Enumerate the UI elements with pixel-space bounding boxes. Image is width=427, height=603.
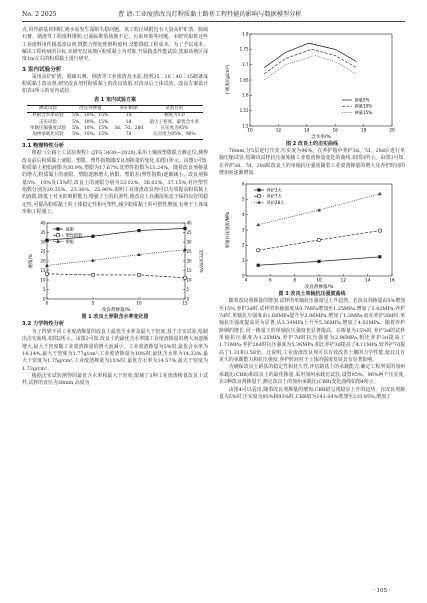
y-tick-label: 1.55: [239, 108, 249, 114]
data-point: [183, 277, 186, 280]
series-line: [264, 55, 356, 80]
legend-label: 掺量10%: [354, 103, 373, 109]
y-tick-label: 25: [40, 249, 46, 255]
data-point: [56, 240, 60, 243]
x-tick-label: 8: [293, 277, 297, 283]
paragraph: 随着改良剂掺量的增加,试样的单轴抗压强度呈上升趋势。若改良剂掺量由5%增加至15%,养护3d时,试样的单轴强度从0.7MPa增加至1.25MPa,增加了1.42MPa;养护7d时,单轴抗压强度由1.68MPa提升至2.96MPa,增加了1.3MPa;而在养护28d时,单轴抗压强度提高更为显著,从3.34MPa上升至5.36MPa,增加了4.02MPa。随着养护龄期的增长,同一掺量下的单轴抗压强度也显著提高。在掺量为15%时,养护3d的试样单轴抗压强度为1.25MPa,养护7d时抗压强度为2.96MPa,相比养护3d提高了1.71MPa;养护28d时抗压强度为5.36MPa,相比养护3d提高了4.11MPa,较养护7d提高了1.31和3.58倍。这说明,工业废渣改良剂可以有效改善土壤的力学性能,使其具有更大的承载能力和抗压强度,养护时间对于土体的强度发展具有显著影响。: [219, 298, 405, 364]
series-line: [47, 274, 185, 278]
running-title: 曹 请:工业废渣改良灯粉质黏土路基工程性能的影响与数据模型分析: [118, 11, 302, 18]
table-header-cell: 养护龄期: [119, 105, 138, 111]
right-column: [219, 27, 405, 401]
x-axis-label: 改良剂掺量/%: [101, 308, 131, 314]
data-point: [378, 256, 381, 259]
data-point: [91, 259, 95, 262]
x-tick-label: 10: [316, 277, 322, 283]
test-plan-table: [27, 105, 203, 140]
figure-1-caption: 图 1 改良土界限含水率变化图: [81, 314, 149, 321]
data-point: [45, 239, 48, 242]
legend-label: 掺量15%: [354, 109, 373, 115]
y-tick-label: 1: [241, 258, 245, 264]
running-header: [22, 9, 405, 22]
y-tick-label: 1.8: [242, 31, 249, 37]
y2-tick-label: 30: [186, 239, 192, 245]
figure-3-chart: [224, 178, 400, 290]
y-tick-label: 0: [42, 296, 46, 302]
paragraph: 76mm,分5层进行压实,压实度为96%。在养护箱中养护3d、7d、28d后进行单轴压缩试验,绘制出试样抗压强度随工业废渣掺量变化的曲线,如图3所示。由图3可知,在养护3d、7d、28d时改良土的单轴抗压强度随着工业废渣掺量的增大及养护时间的增加而逐渐增加。: [219, 148, 405, 177]
data-point: [256, 249, 259, 252]
y-tick-label: 6: [241, 181, 245, 187]
x-tick-label: 12: [340, 277, 347, 283]
table-cell: 5%、10%、15%: [72, 113, 109, 119]
section-3-heading: 3 室内试验分析: [22, 66, 62, 73]
y-axis-label: 单轴抗压强度/MPa: [226, 211, 231, 249]
figure-2-caption: 图 2 改良土的击实曲线: [286, 141, 338, 147]
y2-tick-label: 35: [186, 230, 192, 236]
data-point: [56, 228, 59, 231]
table-cell: 加州承载比试验: [32, 132, 64, 138]
legend-label: 养护3天: [266, 187, 282, 193]
data-point: [45, 264, 49, 267]
y2-tick-label: 0: [186, 296, 190, 302]
table-cell: 3d、7d、28d: [114, 125, 144, 131]
data-point: [257, 195, 260, 198]
page-number: · 105 ·: [373, 588, 391, 594]
y-axis-label: 液限/%: [29, 254, 34, 269]
data-point: [256, 223, 260, 226]
data-point: [45, 273, 48, 276]
x-tick-label: 0: [45, 300, 49, 306]
y2-tick-label: 15: [186, 268, 192, 274]
data-point: [137, 229, 140, 232]
legend-label: 养护28天: [266, 200, 285, 206]
y2-tick-label: 20: [186, 258, 192, 264]
table-cell: 击实试验: [39, 119, 58, 125]
table-header-cell: 试验目的: [165, 105, 184, 111]
x-tick-label: 5: [91, 300, 95, 306]
x-tick-label: 20: [389, 127, 395, 133]
table-cell: 压实度为95%、96%: [153, 132, 196, 138]
intro-paragraph: 点,用作路基材料时,遇水易发生湿陷失稳问题。该工程区域附近有大量高炉矿渣、脱硫石膏、钢渣等工程废料堆积,已面临堆放场地不足、污染环境等问题。本研究拟将这些工业废料用作路基改良剂,既能合理处理堆积废料,又能降低工程成本。为了予以成本、解决工程疾病的目标,本研究以该地区粉质黏土为对象,开展路基性能试验,选取该地区深度1m左右的粉质黏土进行研究。: [22, 27, 208, 63]
y-tick-label: 3: [241, 227, 245, 233]
x-tick-label: 12: [275, 127, 282, 133]
y-tick-label: 30: [40, 239, 46, 245]
y-tick-label: 15: [40, 268, 46, 274]
data-point: [257, 264, 260, 267]
legend-label: 液限: [65, 226, 74, 232]
figure-1-chart: [27, 217, 203, 313]
data-point: [317, 260, 320, 263]
y-tick-label: 1.6: [242, 92, 249, 98]
table-1-caption: 表 1 室内试验方案: [94, 96, 136, 103]
series-line: [264, 49, 356, 74]
data-point: [56, 234, 59, 237]
y-tick-label: 5: [241, 197, 245, 203]
x-tick-label: 10: [136, 300, 142, 306]
y-tick-label: 1.5: [242, 123, 249, 129]
paragraph: 由图4可以看出,随着改良剂掺量的增加,CBR值呈现稳步上升的趋势。在改良剂掺量为5%时,压实度为95%和93%时,CBR值为141.04%增加至235.95%,增加了: [219, 386, 405, 400]
x-tick-label: 4: [244, 277, 248, 283]
data-point: [378, 229, 381, 232]
x-tick-label: 18: [360, 127, 367, 133]
data-point: [137, 253, 141, 256]
table-cell: 界限含水率试验: [32, 113, 64, 119]
legend-label: 塑限: [65, 239, 74, 245]
y-tick-label: 1.7: [242, 62, 249, 68]
series-line: [264, 43, 356, 68]
series-line: [47, 250, 185, 266]
data-point: [257, 189, 260, 192]
y2-tick-label: 25: [186, 249, 192, 255]
table-header-row: [27, 105, 203, 112]
y-axis-label: 干密度/(g/cm³): [226, 64, 231, 96]
section-3-1-paragraph: 根据《公路土工试验规程》(JTG 3430—2020),采用土壤液塑限联合测定仪,测得改良前后粉质黏土液限、塑限、塑性指数随改良剂掺量的变化,如图1所示。由图1可知,粉质黏土初始液限为30.9%,塑限为17.67%,其塑性指数为13.24%。随着改良剂掺量的增大,粉质黏土的液限、塑限逐渐增大,液限、塑限差(塑性指数)逐渐减小。改良剂掺量5%、10%及15%时,改良土的液限分别为33.02%、36.02%、37.15%,对应塑性指数分别为20.35%、23.36%、25.96%,说明工业废渣改良剂可以有效提高粉质黏土的液限,降低土对水的吸附能力,增强了土的抗渗性,使改良土在潮湿状态下保持良好的稳定性,可提高粉质黏土的土体稳定性和可塑性,减少粉质黏土的可塑性增强,有利于土体成形和工程施工。: [22, 150, 208, 216]
figure-3-caption: 图 3 改良土单轴抗压强度曲线: [278, 291, 346, 298]
data-point: [91, 235, 94, 238]
x-tick-label: 16: [332, 127, 338, 133]
x-tick-label: 16: [389, 277, 395, 283]
table-cell: 1d: [125, 113, 132, 119]
data-point: [183, 227, 186, 230]
table-cell: 7d: [125, 132, 132, 138]
issue-label: No. 2 2025: [22, 11, 57, 18]
legend-label: 塑性指数: [65, 233, 83, 239]
table-cell: 5%、10%、15%: [72, 132, 109, 138]
x-tick-label: 14: [304, 127, 310, 133]
data-point: [91, 274, 94, 277]
x-axis-label: 含水率/%: [311, 135, 331, 140]
section-3-paragraph: 采用高炉矿渣、脱硫石膏、钢渣等工业废渣及水泥,按照35∶10∶40∶15制备成粉质黏土改良剂,研究改良剂对粉质黏土的改良效果,对改良后土体试验。改良方案设计如表1所示的室内试验。: [22, 73, 208, 95]
table-header-cell: 测试试验: [39, 105, 58, 111]
x-axis-label: 改良剂掺量/%: [304, 285, 334, 291]
x-tick-label: 6: [268, 277, 272, 283]
x-tick-label: 10: [247, 127, 253, 133]
legend-label: 掺量5%: [354, 97, 370, 103]
table-header-cell: 改良剂掺量: [79, 105, 102, 111]
x-tick-label: 14: [364, 277, 371, 283]
table-cell: 5%、10%、15%: [72, 125, 109, 131]
table-cell: 压实度为95%: [160, 125, 189, 131]
table-cell: 单轴压缩强度试验: [30, 125, 67, 131]
y2-tick-label: 10: [186, 277, 192, 283]
y-tick-label: 10: [40, 277, 46, 283]
data-point: [317, 239, 320, 242]
y-tick-label: 40: [40, 220, 46, 226]
data-point: [137, 274, 140, 277]
y-tick-label: 35: [40, 230, 46, 236]
table-cell: 最大干密度、最优含水率: [149, 119, 200, 125]
table-cell: 稠度为1.0: [164, 113, 185, 119]
y2-tick-label: 40: [186, 220, 192, 226]
section-3-2-paragraph: 为了得到不同工业废渣掺量的改良土最优含水率及最大干密度,基于击实试验,绘制出击实曲线,如图2所示。由图2可知,改良土的最优含水率随工业废渣掺量的增大而逐渐增大,最大干密度随工业废渣掺量的增大而减小。工业废渣掺量为5%时,最优含水率为14.14%,最大干密度为1.77g/cm³;工业废渣掺量为10%时,最优含水率为14.33%,最大干密度为1.75g/cm³;工业废渣掺量为15%时,最优含水率为14.57%,最大干密度为1.73g/cm³。: [22, 329, 208, 372]
y-tick-label: 2: [241, 243, 245, 249]
legend-label: 养护7天: [266, 194, 282, 200]
left-column: [22, 27, 208, 388]
paragraph: 为确保改良土路基的稳定性和持久性,评估路基土的承载能力,确定工程所需的加州承载比(CBR)和改良土的最优掺量,采用加州承载比试验,设置95%、96%两个压实度,在3种改良剂掺量下,测定改良土的加州承载比(CBR)变化曲线如图4所示。: [219, 364, 405, 386]
y-tick-label: 1.75: [239, 46, 249, 52]
table-cell: 1d: [125, 119, 132, 125]
data-point: [257, 201, 261, 204]
section-3-2-paragraph: 根据击实试验测得的最优含水率和最大干密度,配制了3种工业废渣掺量改良土试样,试样的直径为38mm,高度为: [22, 373, 208, 387]
table-cell: 5%、10%、15%: [72, 119, 109, 125]
y-tick-label: 1.65: [239, 77, 249, 83]
y-tick-label: 20: [40, 258, 46, 264]
y2-axis-label: 塑性指数/%: [198, 249, 203, 274]
section-3-2-heading: 3.2 力学特性分析: [22, 321, 65, 328]
y-tick-label: 0: [241, 273, 245, 279]
section-3-1-heading: 3.1 物理特性分析: [22, 142, 65, 149]
table-row: [27, 132, 203, 139]
y2-tick-label: 5: [186, 287, 190, 293]
table-row: [27, 113, 203, 120]
data-point: [378, 192, 382, 195]
y-tick-label: 4: [241, 212, 245, 218]
y-tick-label: 5: [42, 287, 46, 293]
figure-2-chart: [224, 28, 400, 140]
x-tick-label: 15: [182, 300, 188, 306]
